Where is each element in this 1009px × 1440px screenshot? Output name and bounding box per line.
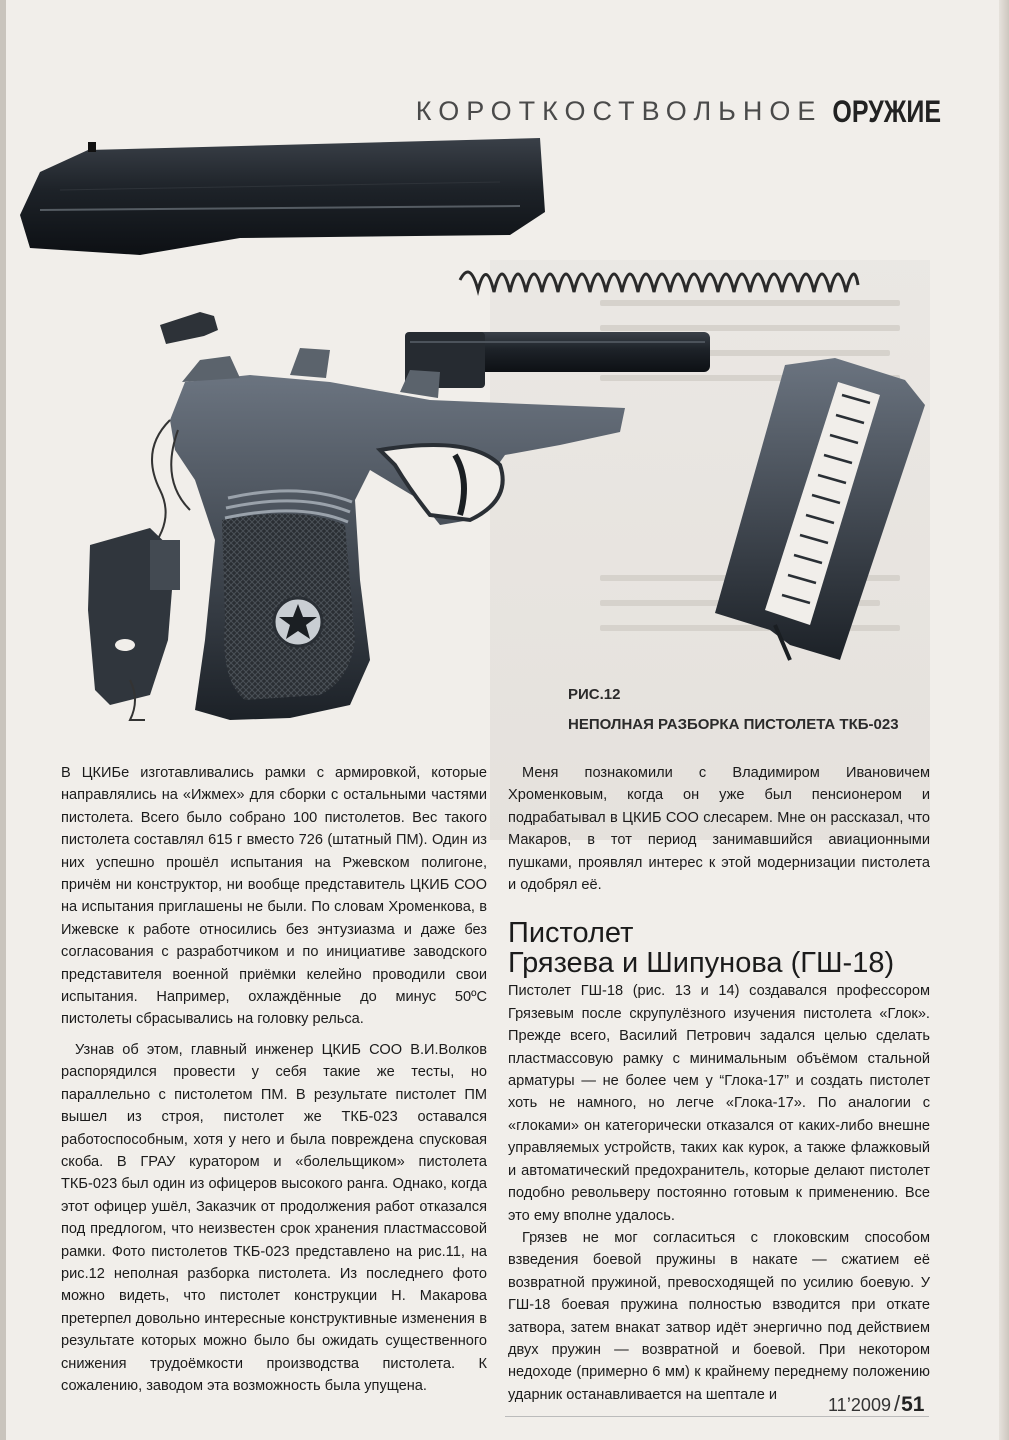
page-fold [999, 0, 1009, 1440]
paragraph: Пистолет ГШ-18 (рис. 13 и 14) создавался профессором Грязевым после скрупулёзного изучения пистолета «Глок». Прежде всего, Василий Петрович задался целью сделать пластмассовую рамку с минимальным объёмом стальной арматуры — не более чем у “Глока-17” и создать пистолет хоть не намного, но легче «Глока-17». По аналогии с «глоками» он категорически отказался от каких-либо внешне управляемых устройств, таких как курок, а также флажковый и автоматический предохранитель, которые делают пистолет подобно револьверу постоянно готовым к применению. Все это ему вполне удалось. [508, 983, 930, 1224]
footer-slash: / [893, 1391, 901, 1416]
grip-panel-part [88, 528, 180, 720]
pistol-frame [170, 348, 625, 720]
recoil-spring [460, 272, 858, 292]
issue-number: 11 [828, 1395, 847, 1415]
magazine [715, 358, 925, 660]
issue-year: 2009 [850, 1395, 891, 1415]
figure-caption: НЕПОЛНАЯ РАЗБОРКА ПИСТОЛЕТА ТКБ-023 [568, 716, 899, 733]
page-footer [828, 1391, 924, 1417]
left-text-column [61, 762, 487, 1397]
heading-line: Пистолет [508, 917, 634, 950]
figure-12-photo [0, 120, 1000, 760]
article-subheading [508, 918, 930, 978]
paragraph: Меня познакомили с Владимиром Ивановичем Хроменковым, когда он уже был пенсионером и подрабатывал в ЦКИБ СОО слесарем. Мне он рассказал, что Макаров, в тот период занимавшийся авиационными пушками, проявлял интерес к этой модернизации пистолета и одобрял её. [508, 765, 930, 894]
paragraph: Узнав об этом, главный инженер ЦКИБ СОО В.И.Волков распорядился провести у себя такие же тесты, но параллельно с пистолетом ПМ. В результате пистолет ПМ вышел из строя, пистолет же ТКБ-023 оставался работоспособным, хотя у него и была повреждена спусковая скоба. В ГРАУ куратором и «болельщиком» пистолета ТКБ-023 был один из офицеров высокого ранга. Однако, когда этот офицер ушёл, Заказчик от продолжения работ отказался под предлогом, что неизвестен срок хранения пластмассовой рамки. Фото пистолетов ТКБ-023 представлено на рис.11, на рис.12 неполная разборка пистолета. Из последнего фото можно видеть, что пистолет конструкции Н. Макарова претерпел довольно интересные конструктивные изменения в результате которых можно было бы ожидать существенного снижения трудоёмкости производства пистолета. К сожалению, заводом эта возможность была упущена. [61, 1041, 487, 1394]
heading-line: Грязева и Шипунова (ГШ-18) [508, 947, 895, 980]
figure-number: РИС.12 [568, 686, 621, 703]
page-number: 51 [901, 1393, 925, 1416]
disassembly-drawing [0, 120, 1000, 760]
issue-apostrophe: ’ [846, 1395, 851, 1416]
paragraph: Грязев не мог согласиться с глоковским способом взведения боевой пружины в накате — сжатием её возвратной пружиной, превосходящей по усилию боевую. У ГШ-18 боевая пружина полностью взводится при откате затвора, затем внакат затвор идёт энергично под действием двух пружин — возвратной и боевой. При некотором недоходе (примерно 6 мм) к крайнему переднему положению ударник останавливается на шептале и [508, 1229, 930, 1403]
firing-pin [160, 312, 218, 344]
barrel [405, 332, 710, 388]
right-text-column [508, 762, 930, 1406]
magazine-logo: ОРУЖИЕ [832, 94, 941, 130]
paragraph: В ЦКИБе изготавливались рамки с армировкой, которые направлялись на «Ижмех» для сборки с остальными частями пистолета. Всего было собрано 100 пистолетов. Вес такого пистолета составлял 615 г вместо 726 (штатный ПМ). Один из них успешно прошёл испытания на Ржевском полигоне, причём ни конструктор, ни вообще представитель ЦКИБ СОО на испытания приглашены не были. По словам Хроменкова, в Ижевске к работе относились без энтузиазма и даже без согласования с разработчиком и по инициативе заводского представителя военной приёмки келейно проводили свои испытания. Например, охлаждённые до минус 50ºС пистолеты сбрасывались на головку рельса. [61, 765, 487, 1028]
section-title: КОРОТКОСТВОЛЬНОЕ [415, 96, 823, 126]
slide [20, 138, 545, 255]
